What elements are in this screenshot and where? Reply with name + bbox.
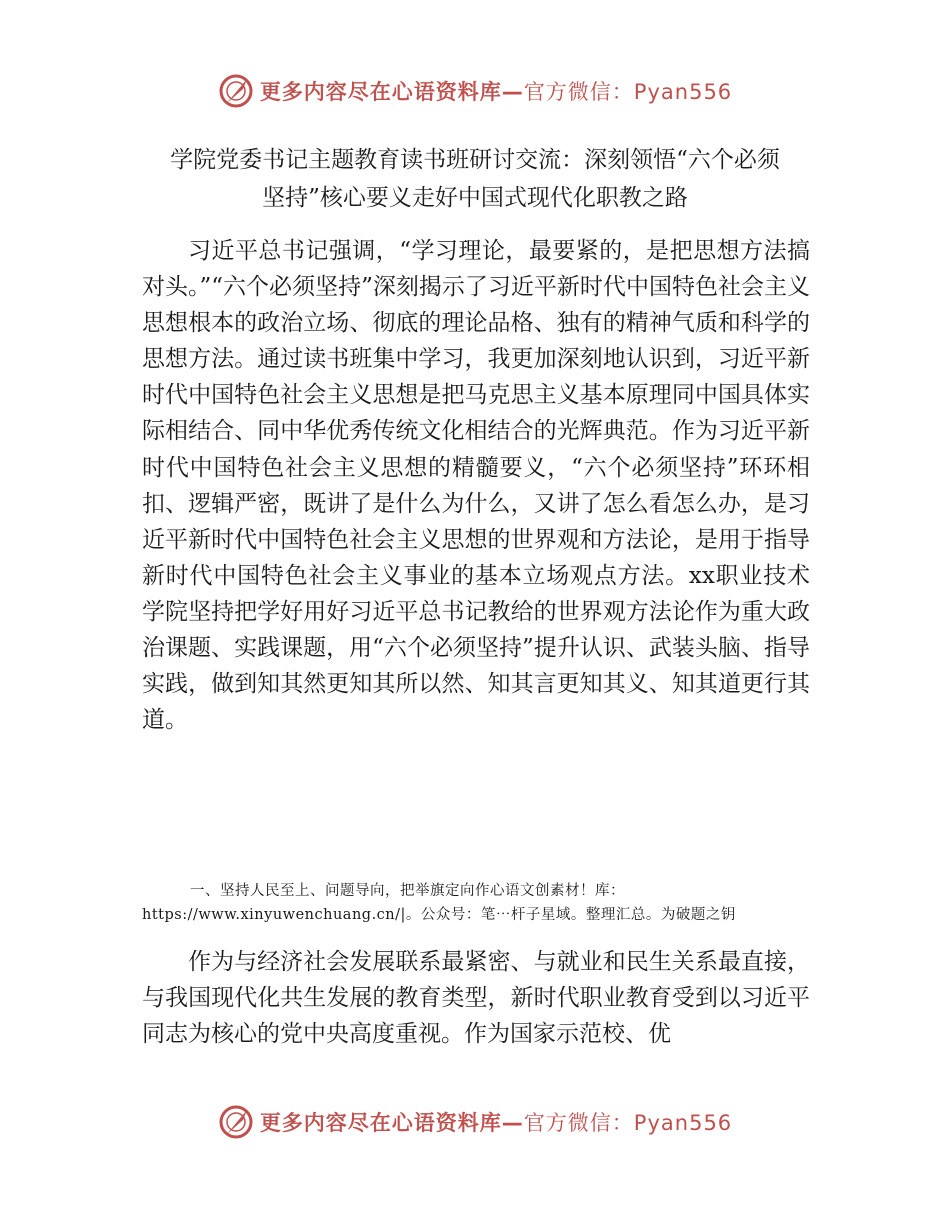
quill-seal-logo-icon — [218, 1104, 254, 1140]
title-line-1: 学院党委书记主题教育读书班研讨交流：深刻领悟“六个必须 — [170, 147, 780, 173]
quill-seal-logo-icon — [218, 73, 254, 109]
banner-text: 更多内容尽在心语资料库—官方微信：Pyan556 — [259, 1111, 733, 1135]
header-banner — [0, 69, 950, 113]
banner-text: 更多内容尽在心语资料库—官方微信：Pyan556 — [259, 80, 733, 104]
document-title — [140, 141, 810, 217]
body-paragraph-1: 习近平总书记强调，“学习理论，最要紧的，是把思想方法搞对头。”“六个必须坚持”深刻揭示了习近平新时代中国特色社会主义思想根本的政治立场、彻底的理论品格、独有的精神气质和科学的思想方法。通过读书班集中学习，我更加深刻地认识到，习近平新时代中国特色社会主义思想是把马克思主义基本原理同中国具体实际相结合、同中华优秀传统文化相结合的光辉典范。作为习近平新时代中国特色社会主义思想的精髓要义，“六个必须坚持”环环相扣、逻辑严密，既讲了是什么为什么，又讲了怎么看怎么办，是习近平新时代中国特色社会主义思想的世界观和方法论，是用于指导新时代中国特色社会主义事业的基本立场观点方法。xx职业技术学院坚持把学好用好习近平总书记教给的世界观方法论作为重大政治课题、实践课题，用“六个必须坚持”提升认识、武装头脑、指导实践，做到知其然更知其所以然、知其言更知其义、知其道更行其道。 — [142, 238, 810, 734]
body-paragraph-2: 作为与经济社会发展联系最紧密、与就业和民生关系最直接，与我国现代化共生发展的教育类型，新时代职业教育受到以习近平同志为核心的党中央高度重视。作为国家示范校、优 — [142, 949, 810, 1048]
footer-banner — [0, 1100, 950, 1144]
section-heading-paragraph: 一、坚持人民至上、问题导向，把举旗定向作心语文创素材！库：https://www.xinyuwenchuang.cn/|。公众号：笔⋯杆子星域。整理汇总。为破题之钥 — [142, 883, 736, 923]
title-line-2: 坚持”核心要义走好中国式现代化职教之路 — [262, 185, 688, 211]
